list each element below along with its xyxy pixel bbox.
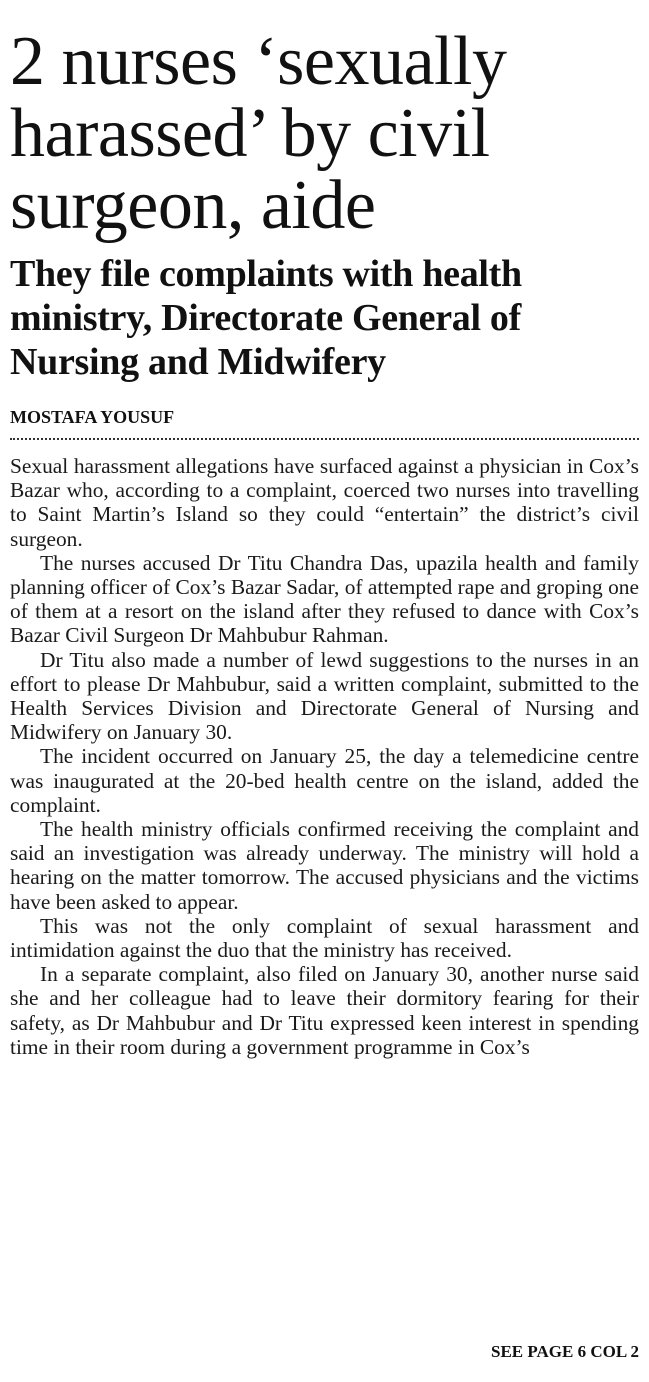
article <box>10 23 639 1059</box>
paragraph: The incident occurred on January 25, the day a telemedicine centre was inaugurated at the 20-bed health centre on the island, added the complaint. <box>10 744 639 817</box>
article-body <box>10 454 639 1059</box>
byline: MOSTAFA YOUSUF <box>10 407 175 427</box>
paragraph: In a separate complaint, also filed on January 30, another nurse said she and her colleague had to leave their dormitory fearing for their safety, as Dr Mahbubur and Dr Titu expressed keen interest in spending time in their room during a government programme in Cox’s <box>10 962 639 1059</box>
headline: 2 nurses ‘sexually harassed’ by civil surgeon, aide <box>10 23 507 244</box>
dotted-divider <box>10 438 639 440</box>
paragraph: Sexual harassment allegations have surfaced against a physician in Cox’s Bazar who, according to a complaint, coerced two nurses into travelling to Saint Martin’s Island so they could “entertain” the district’s civil surgeon. <box>10 454 639 551</box>
paragraph: This was not the only complaint of sexual harassment and intimidation against the duo that the ministry has received. <box>10 913 639 963</box>
subheadline: They file complaints with health ministry, Directorate General of Nursing and Midwifery <box>10 253 522 383</box>
paragraph: The health ministry officials confirmed receiving the complaint and said an investigation was already underway. The ministry will hold a hearing on the matter tomorrow. The accused physicians and the victims have been asked to appear. <box>10 817 639 914</box>
continuation-jump-line: SEE PAGE 6 COL 2 <box>491 1342 639 1361</box>
paragraph: Dr Titu also made a number of lewd suggestions to the nurses in an effort to please Dr Mahbubur, said a written complaint, submitted to the Health Services Division and Directorate General of Nursing and Midwifery on January 30. <box>10 647 639 745</box>
paragraph: The nurses accused Dr Titu Chandra Das, upazila health and family planning officer of Cox’s Bazar Sadar, of attempted rape and groping one of them at a resort on the island after they refused to dance with Cox’s Bazar Civil Surgeon Dr Mahbubur Rahman. <box>10 550 639 648</box>
